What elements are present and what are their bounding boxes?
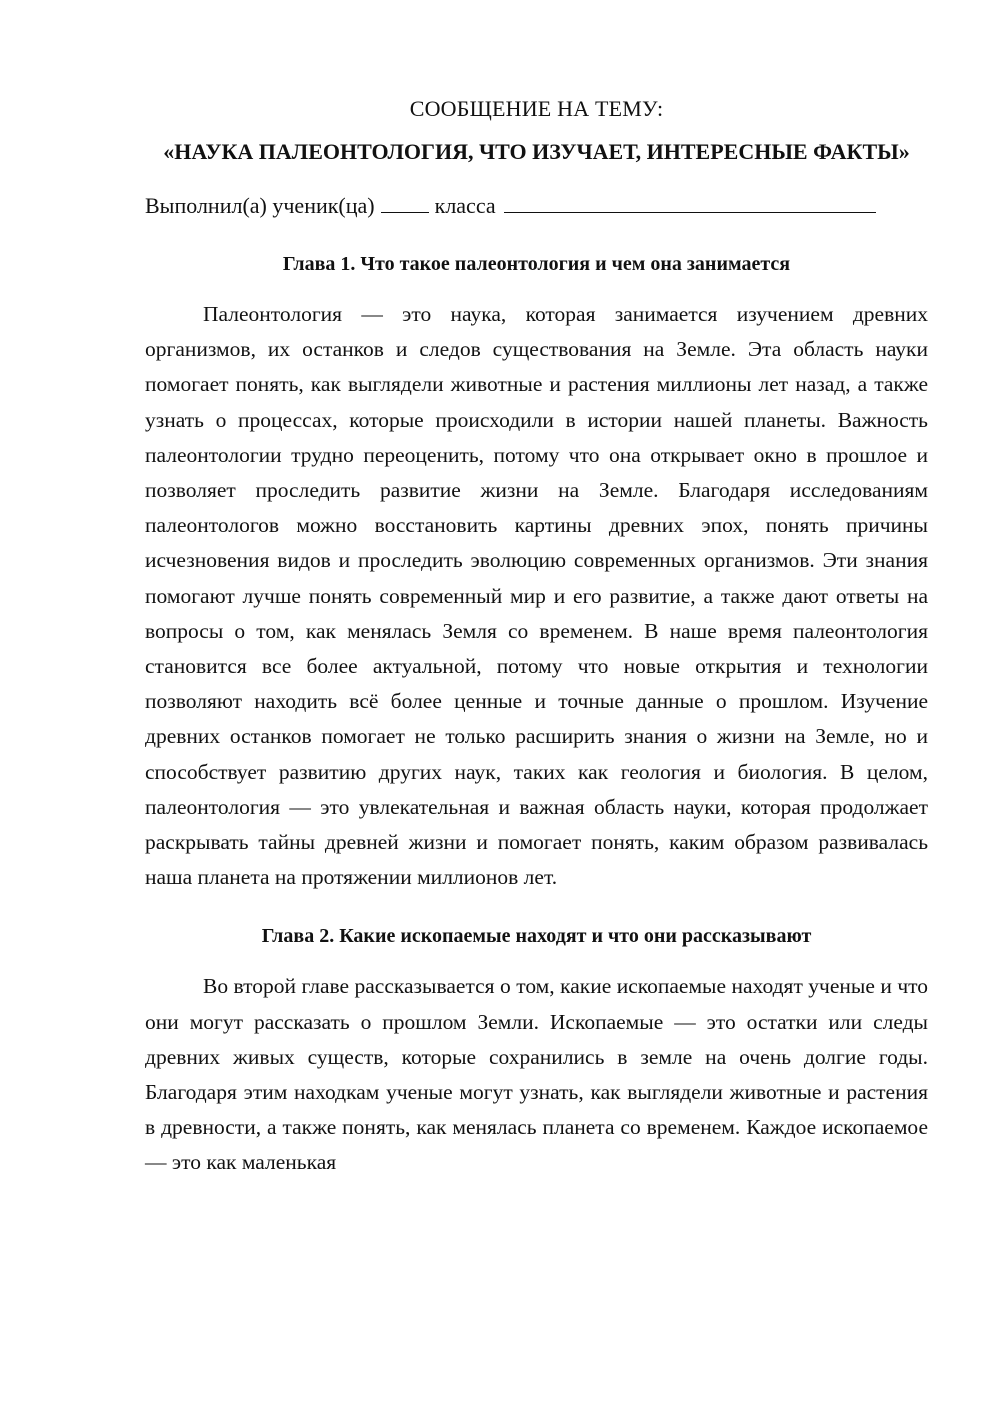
chapter-1-text: Палеонтология — это наука, которая занимается изучением древних организмов, их останков и следов существования на Земле. Эта область науки помогает понять, как выглядели животные и растения миллионы лет назад, а также узнать о процессах, которые происходили в истории нашей планеты. Важность палеонтологии трудно переоценить, потому что она открывает окно в прошлое и позволяет проследить развитие жизни на Земле. Благодаря исследованиям палеонтологов можно восстановить картины древних эпох, понять причины исчезновения видов и проследить эволюцию современных организмов. Эти знания помогают лучше понять современный мир и его развитие, а также дают ответы на вопросы о том, как менялась Земля со временем. В наше время палеонтология становится все более актуальной, потому что новые открытия и технологии позволяют находить всё более ценные и точные данные о прошлом. Изучение древних останков помогает не только расширить знания о жизни на Земле, но и способствует развитию других наук, таких как геология и биология. В целом, палеонтология — это увлекательная и важная область науки, которая продолжает раскрывать тайны древней жизни и помогает понять, каким образом развивалась наша планета на протяжении миллионов лет. xyxy=(145,302,928,890)
class-label: класса xyxy=(434,193,496,218)
document-page xyxy=(145,94,928,1181)
chapter-2-text: Во второй главе рассказывается о том, какие ископаемые находят ученые и что они могут рассказать о прошлом Земли. Ископаемые — это остатки или следы древних живых существ, которые сохранились в земле на очень долгие годы. Благодаря этим находкам ученые могут узнать, как выглядели животные и растения в древности, а также понять, как менялась планета со временем. Каждое ископаемое — это как маленькая xyxy=(145,974,928,1175)
chapter-1-title: Глава 1. Что такое палеонтология и чем она занимается xyxy=(282,253,791,275)
document-header: СООБЩЕНИЕ НА ТЕМУ: xyxy=(409,96,664,121)
class-number-blank xyxy=(381,190,429,213)
document-title: «НАУКА ПАЛЕОНТОЛОГИЯ, ЧТО ИЗУЧАЕТ, ИНТЕРЕСНЫЕ ФАКТЫ» xyxy=(163,139,910,164)
author-line xyxy=(145,190,928,221)
author-prefix: Выполнил(а) ученик(ца) xyxy=(145,193,375,218)
chapter-2-title: Глава 2. Какие ископаемые находят и что они рассказывают xyxy=(261,925,812,948)
student-name-blank xyxy=(504,190,876,213)
